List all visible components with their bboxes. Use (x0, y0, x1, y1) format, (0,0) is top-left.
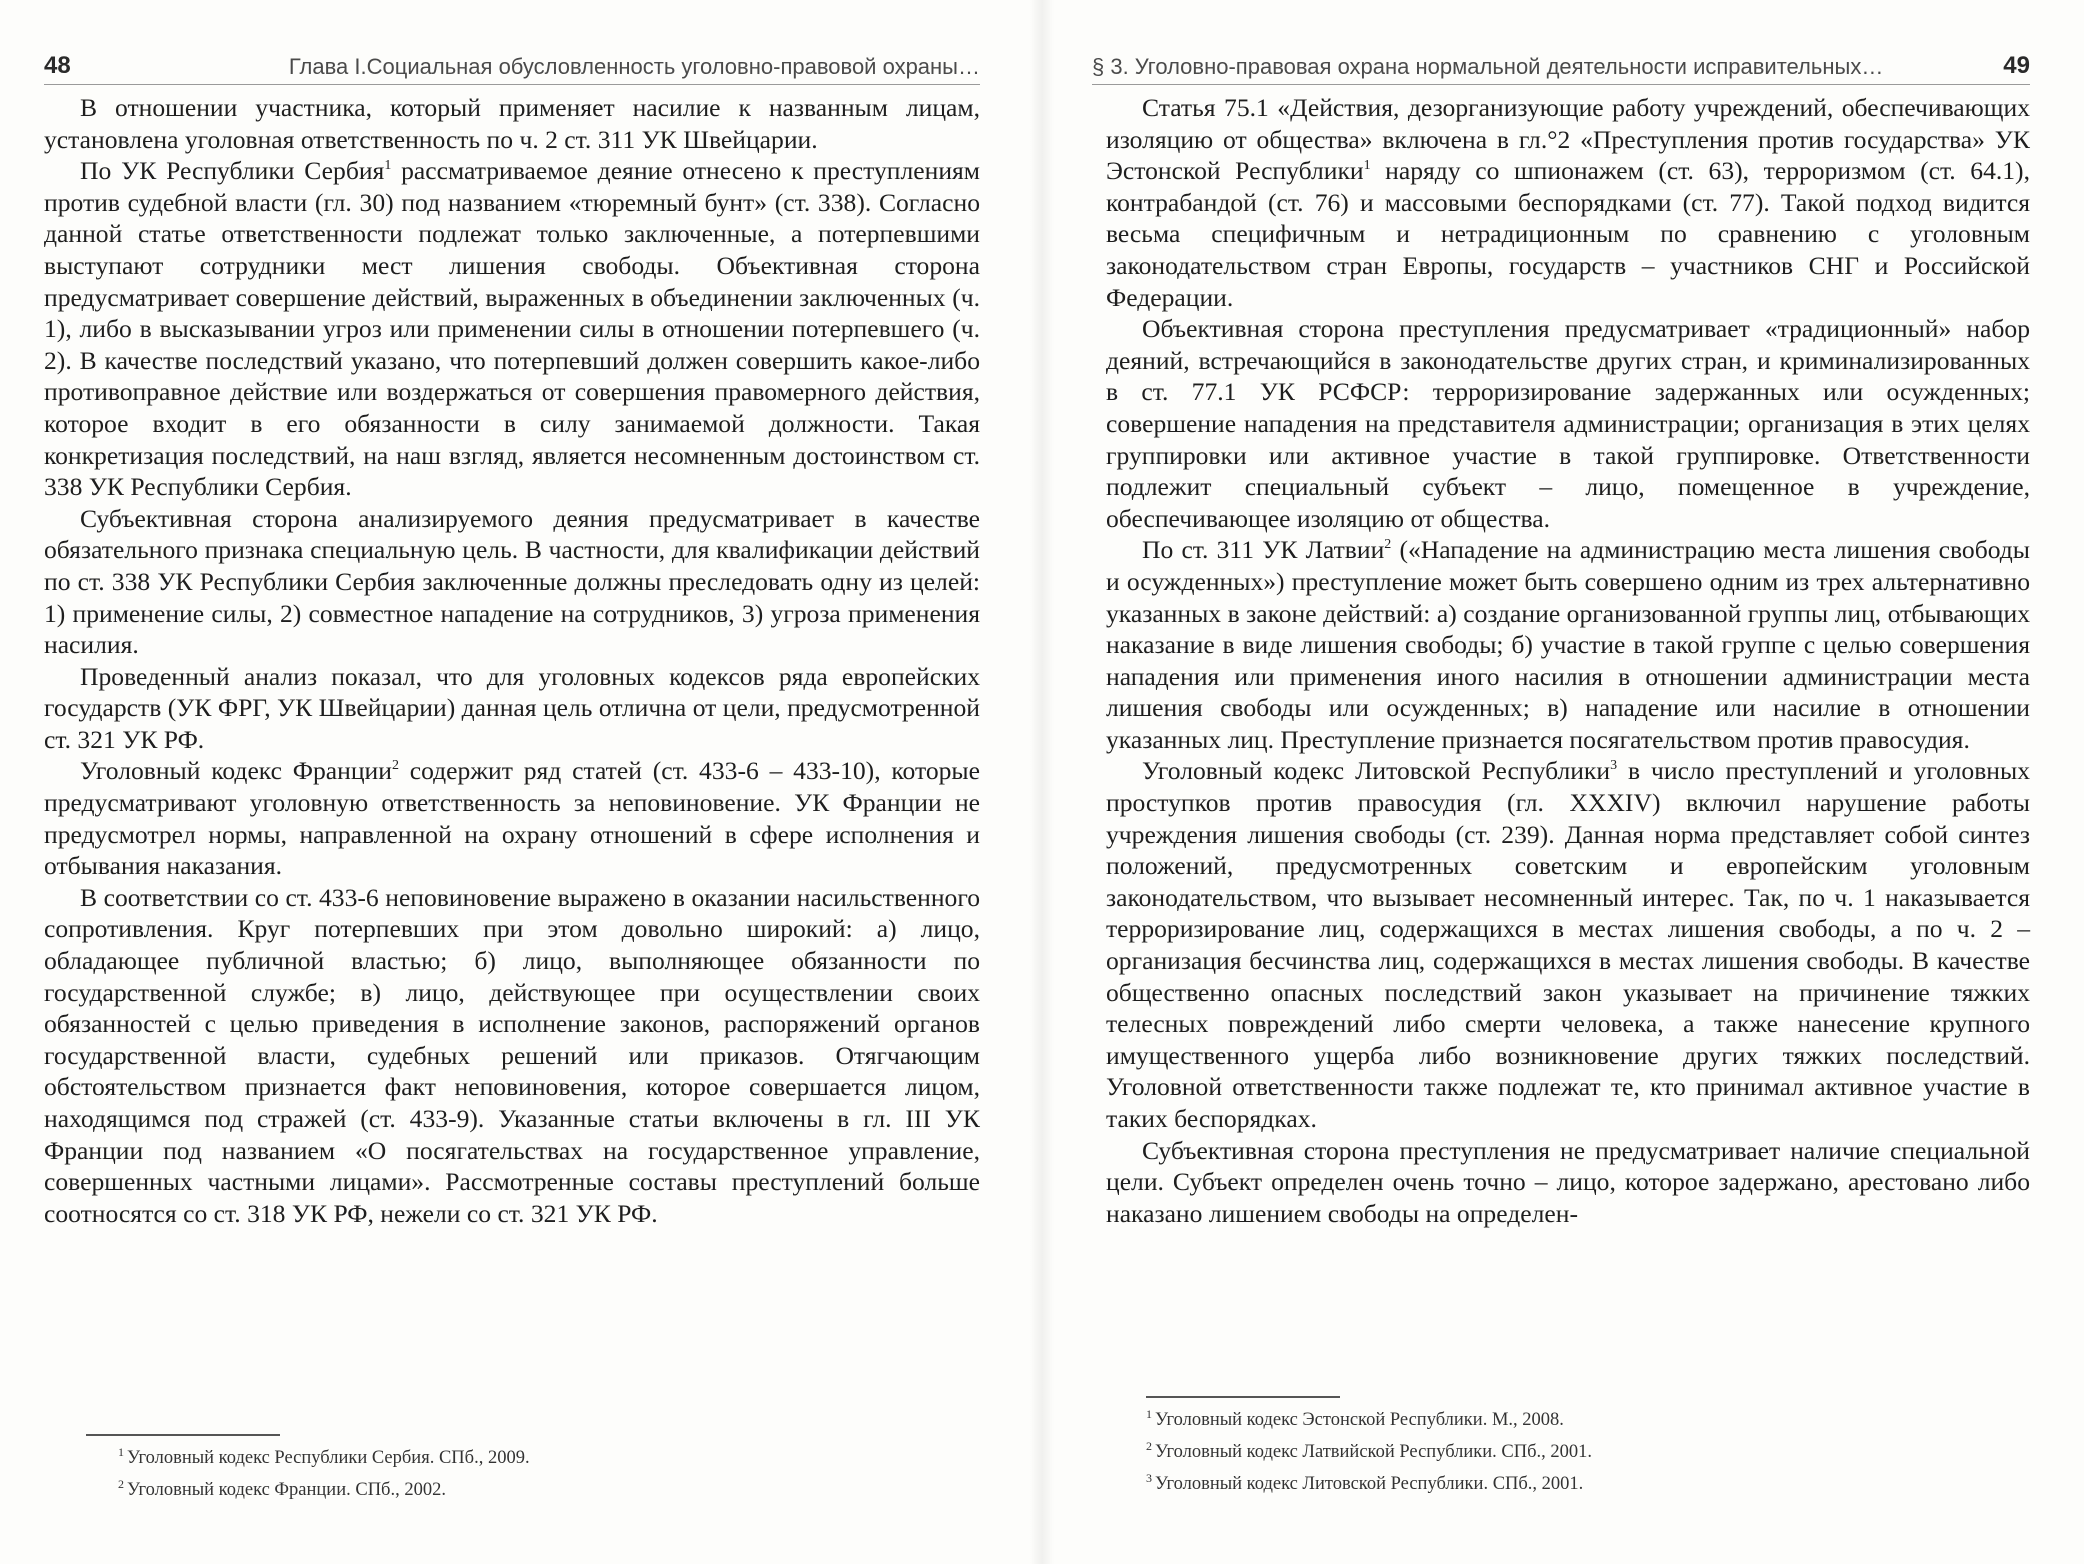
paragraph-text: содержит ряд статей (ст. 433-6 – 433-10), которые предусматривают уголовную ответственность за неповиновение. УК Франции не предусмотрел нормы, направленной на охрану отношений в сфере исполнения и отбывания наказания. (44, 756, 980, 881)
paragraph (1106, 1135, 2030, 1230)
footnote-marker: 1 (1363, 158, 1371, 174)
paragraph (44, 92, 980, 155)
paragraph-text: рассматриваемое деяние отнесено к преступлениям против судебной власти (гл. 30) под названием «тюремный бунт» (ст. 338). Согласно данной статье ответственности подлежат только заключенные, а потерпевшими выступают сотрудники мест лишения свободы. Объективная сторона предусматривает совершение действий, выраженных в объединении заключенных (ч. 1), либо в высказывании угроз или применении силы в отношении потерпевшего (ч. 2). В качестве последствий указано, что потерпевший должен совершить какое-либо противоправное действие или воздержаться от совершения правомерного действия, которое входит в его обязанности в силу занимаемой должности. Такая конкретизация последствий, на наш взгляд, является несомненным достоинством ст. 338 УК Республики Сербия. (44, 156, 980, 502)
paragraph-text: В соответствии со ст. 433-6 неповиновение выражено в оказании насильственного сопротивления. Круг потерпевших при этом довольно широкий: а) лицо, обладающее публичной властью; б) лицо, выполняющее обязанности по государственной службе; в) лицо, действующее при осуществлении своих обязанностей с целью приведения в исполнение законов, распоряжений органов государственной власти, судебных решений или приказов. Отягчающим обстоятельством признается факт неповиновения, которое совершается лицом, находящимся под стражей (ст. 433-9). Указанные статьи включены в гл. III УК Франции под названием «О посягательствах на государственное управление, совершенных частными лицами». Рассмотренные составы преступлений больше соотносятся со ст. 318 УК РФ, нежели со ст. 321 УК РФ. (44, 882, 980, 1228)
footnote-marker: 2 (1384, 537, 1392, 553)
paragraph-text: В отношении участника, который применяет насилие к названным лицам, установлена уголовная ответственность по ч. 2 ст. 311 УК Швейцарии. (44, 93, 980, 154)
footnote-text: Уголовный кодекс Франции. СПб., 2002. (127, 1480, 446, 1500)
left-body-text (44, 92, 980, 1229)
footnote-text: Уголовный кодекс Латвийской Республики. СПб., 2001. (1155, 1442, 1593, 1462)
paragraph (1106, 755, 2030, 1134)
paragraph (1106, 313, 2030, 534)
paragraph-text: Уголовный кодекс Литовской Республики (1142, 756, 1611, 786)
right-page-number: 49 (2003, 52, 2030, 79)
footnote-number: 1 (1146, 1407, 1152, 1421)
paragraph-text: наряду со шпионажем (ст. 63), терроризмом (ст. 64.1), контрабандой (ст. 76) и массовыми беспорядками (ст. 77). Такой подход видится весьма специфичным и нетрадиционным по сравнению с уголовным законодательством стран Европы, государств – участников СНГ и Российской Федерации. (1106, 156, 2030, 312)
paragraph-text: в число преступлений и уголовных проступков против правосудия (гл. XXXIV) включил нарушение работы учреждения лишения свободы (ст. 239). Данная норма представляет собой синтез положений, предусмотренных советским и европейским уголовным законодательством, что вызывает несомненный интерес. Так, по ч. 1 наказывается терроризирование лиц, содержащихся в местах лишения свободы, а по ч. 2 – организация бесчинства лиц, содержащихся в местах лишения свободы. В качестве общественно опасных последствий закон указывает на причинение тяжких телесных повреждений либо смерти человека, а также нанесение крупного имущественного ущерба либо возникновение других тяжких последствий. Уголовной ответственности также подлежат те, кто принимал активное участие в таких беспорядках. (1106, 756, 2030, 1133)
footnote (118, 1442, 530, 1474)
footnote (1146, 1436, 1592, 1468)
footnote-text: Уголовный кодекс Литовской Республики. СПб., 2001. (1155, 1474, 1584, 1494)
left-footnotes (118, 1442, 530, 1506)
footnote-marker: 2 (391, 758, 399, 774)
left-footnote-rule (86, 1434, 280, 1436)
left-running-title: Глава I.Социальная обусловленность уголовно-правовой охраны… (288, 54, 980, 79)
paragraph (44, 882, 980, 1230)
paragraph-text: Проведенный анализ показал, что для уголовных кодексов ряда европейских государств (УК ФРГ, УК Швейцарии) данная цель отлична от цели, предусмотренной ст. 321 УК РФ. (44, 661, 980, 754)
paragraph-text: Субъективная сторона анализируемого деяния предусматривает в качестве обязательного признака специальную цель. В частности, для квалификации действий по ст. 338 УК Республики Сербия заключенные должны преследовать одну из целей: 1) применение силы, 2) совместное нападение на сотрудников, 3) угроза применения насилия. (44, 503, 980, 660)
paragraph-text: По УК Республики Сербия (80, 156, 385, 186)
left-page-number: 48 (44, 52, 71, 79)
paragraph (1106, 534, 2030, 755)
paragraph (44, 661, 980, 756)
footnote-number: 2 (1146, 1439, 1152, 1453)
paragraph (1106, 92, 2030, 313)
paragraph-text: Объективная сторона преступления предусматривает «традиционный» набор деяний, встречающийся в законодательстве других стран, и криминализированных в ст. 77.1 УК РСФСР: терроризирование задержанных или осужденных; совершение нападения на представителя администрации; организация в этих целях группировки или активное участие в такой группировке. Ответственности подлежит специальный субъект – лицо, помещенное в учреждение, обеспечивающее изоляцию от общества. (1106, 314, 2030, 533)
footnote-number: 1 (118, 1445, 124, 1459)
left-running-head (44, 44, 980, 85)
paragraph-text: Субъективная сторона преступления не предусматривает наличие специальной цели. Субъект определен очень точно – лицо, которое задержано, арестовано либо наказано лишением свободы на определен- (1106, 1135, 2030, 1228)
right-page (1042, 0, 2084, 1564)
paragraph-text: Статья 75.1 «Действия, дезорганизующие работу учреждений, обеспечивающих изоляцию от общества» включена в гл.°2 «Преступления против государства» УК Эстонской Республики (1106, 93, 2030, 186)
right-body-text (1106, 92, 2030, 1229)
paragraph-text: Уголовный кодекс Франции (80, 756, 392, 786)
footnote-marker: 1 (384, 158, 392, 174)
paragraph (44, 755, 980, 881)
paragraph (44, 155, 980, 503)
right-running-title: § 3. Уголовно-правовая охрана нормальной деятельности исправительных… (1092, 54, 1884, 79)
footnote-number: 2 (118, 1477, 124, 1491)
paragraph-text: По ст. 311 УК Латвии (1142, 535, 1385, 565)
right-footnotes (1146, 1404, 1592, 1500)
footnote (1146, 1404, 1592, 1436)
footnote-number: 3 (1146, 1471, 1152, 1485)
paragraph (44, 503, 980, 661)
footnote-text: Уголовный кодекс Эстонской Республики. М., 2008. (1155, 1410, 1564, 1430)
paragraph-text: («Нападение на администрацию места лишения свободы и осужденных») преступление может быть совершено одним из трех альтернативно указанных в законе действий: а) создание организованной группы лиц, отбывающих наказание в виде лишения свободы; б) участие в такой группе с целью совершения нападения или применения иного насилия в отношении администрации места лишения свободы или осужденных; в) нападение или насилие в отношении указанных лиц. Преступление признается посягательством против правосудия. (1106, 535, 2030, 754)
footnote (118, 1474, 530, 1506)
footnote-text: Уголовный кодекс Республики Сербия. СПб., 2009. (127, 1448, 530, 1468)
footnote-marker: 3 (1610, 758, 1618, 774)
right-running-head (1092, 44, 2030, 85)
right-footnote-rule (1146, 1396, 1340, 1398)
footnote (1146, 1468, 1592, 1500)
